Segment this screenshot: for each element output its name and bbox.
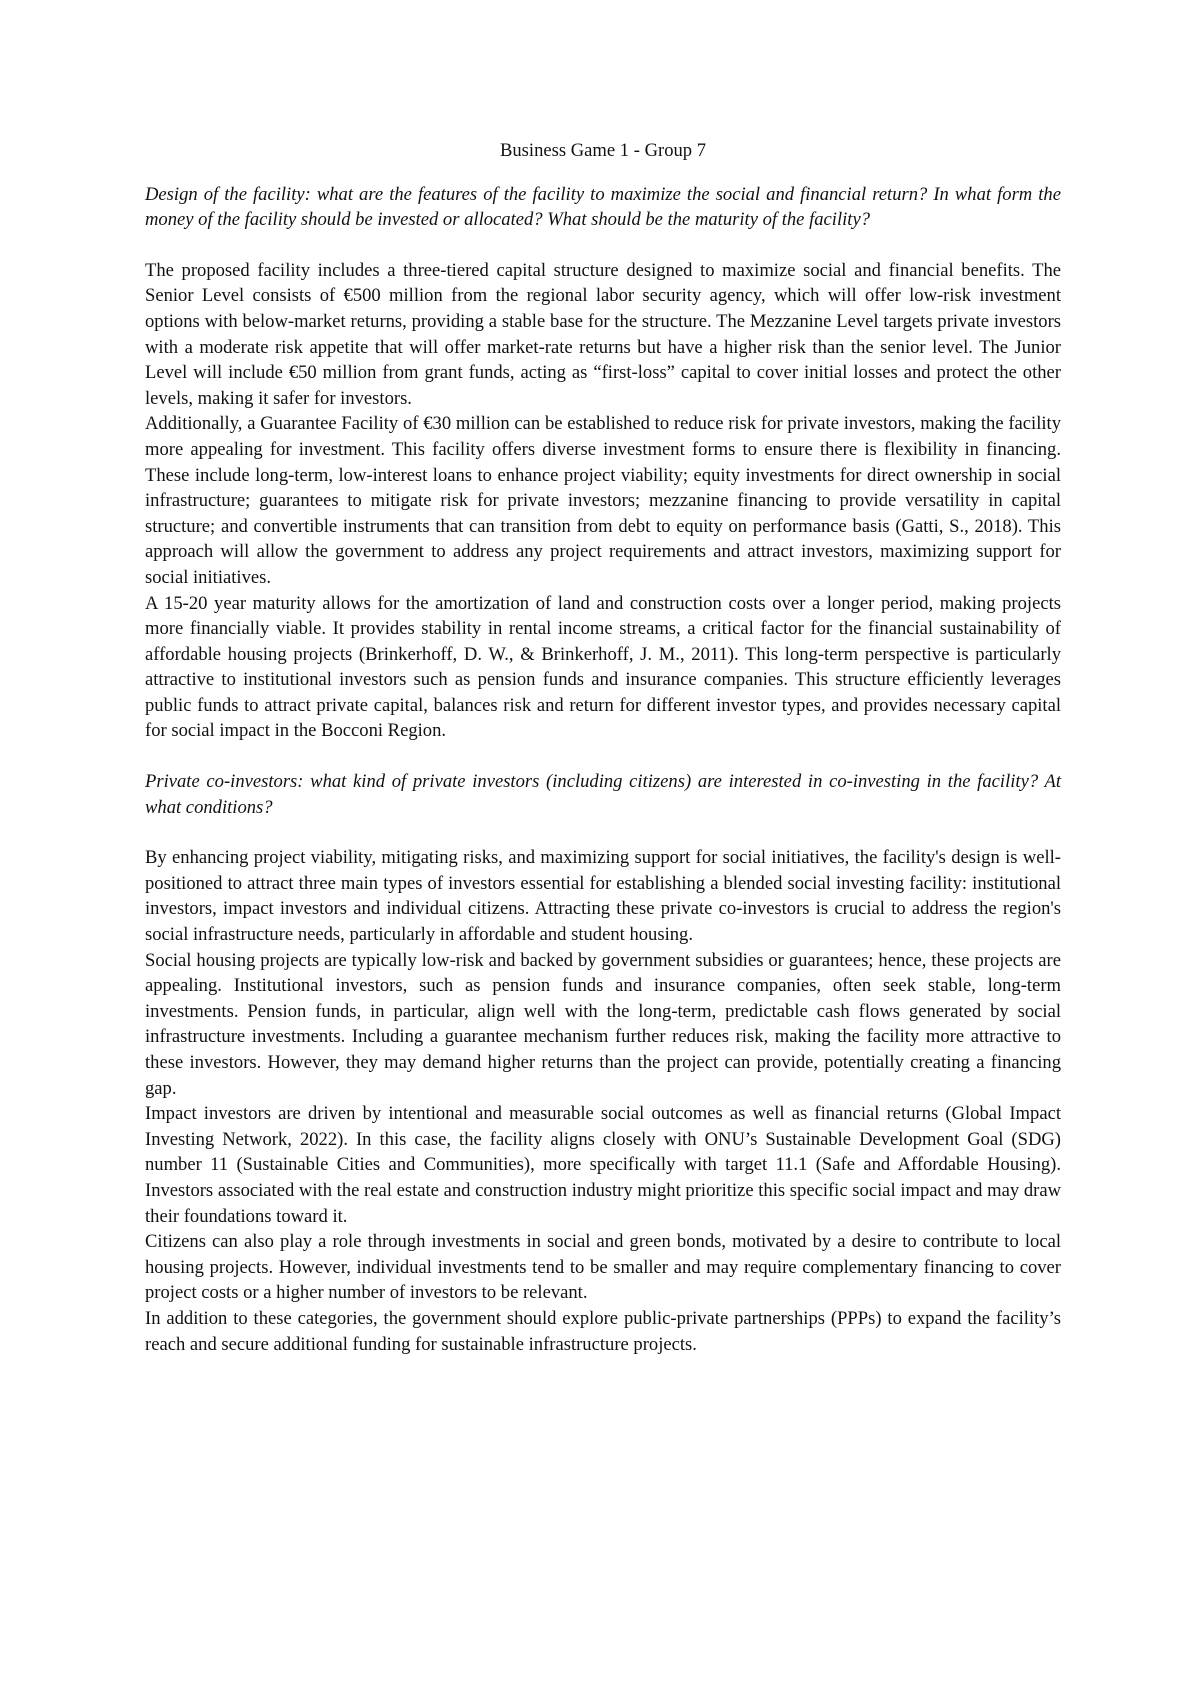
section-1-question: Design of the facility: what are the features of the facility to maximize the social and financial return? In what form the money of the facility should be invested or allocated? What should be the maturity of the facility? [145, 183, 1061, 231]
section-2-question: Private co-investors: what kind of private investors (including citizens) are interested in co-investing in the facility? At what conditions? [145, 771, 1061, 818]
section-2-paragraph-4: Citizens can also play a role through investments in social and green bonds, motivated by a desire to contribute to local housing projects. However, individual investments tend to be smaller and may require complementary financing to cover project costs or a higher number of investors to be relevant. [145, 1231, 1061, 1304]
section-1-paragraph-2: Additionally, a Guarantee Facility of €30 million can be established to reduce risk for private investors, making the facility more appealing for investment. This facility offers diverse investment forms to ensure there is flexibility in financing. These include long-term, low-interest loans to enhance project viability; equity investments for direct ownership in social infrastructure; guarantees to mitigate risk for private investors; mezzanine financing to provide versatility in capital structure; and convertible instruments that can transition from debt to equity on performance basis (Gatti, S., 2018). This approach will allow the government to address any project requirements and attract investors, maximizing support for social initiatives. [145, 413, 1061, 588]
document-page [145, 138, 1061, 1357]
section-1-paragraph-1: The proposed facility includes a three-tiered capital structure designed to maximize social and financial benefits. The Senior Level consists of €500 million from the regional labor security agency, which will offer low-risk investment options with below-market returns, providing a stable base for the structure. The Mezzanine Level targets private investors with a moderate risk appetite that will offer market-rate returns but have a higher risk than the senior level. The Junior Level will include €50 million from grant funds, acting as “first-loss” capital to cover initial losses and protect the other levels, making it safer for investors. [145, 259, 1061, 409]
document-title: Business Game 1 - Group 7 [499, 140, 707, 161]
section-spacer [145, 744, 1061, 769]
section-2-paragraph-5: In addition to these categories, the government should explore public-private partnerships (PPPs) to expand the facility’s reach and secure additional funding for sustainable infrastructure projects. [145, 1307, 1061, 1355]
section-2-paragraph-1: By enhancing project viability, mitigating risks, and maximizing support for social initiatives, the facility's design is well-positioned to attract three main types of investors essential for establishing a blended social investing facility: institutional investors, impact investors and individual citizens. Attracting these private co-investors is crucial to address the region's social infrastructure needs, particularly in affordable and student housing. [145, 847, 1061, 946]
section-2-paragraph-2: Social housing projects are typically low-risk and backed by government subsidies or guarantees; hence, these projects are appealing. Institutional investors, such as pension funds and insurance companies, often seek stable, long-term investments. Pension funds, in particular, align well with the long-term, predictable cash flows generated by social infrastructure investments. Including a guarantee mechanism further reduces risk, making the facility more attractive to these investors. However, they may demand higher returns than the project can provide, potentially creating a financing gap. [145, 949, 1061, 1099]
section-1-paragraph-3: A 15-20 year maturity allows for the amortization of land and construction costs over a longer period, making projects more financially viable. It provides stability in rental income streams, a critical factor for the financial sustainability of affordable housing projects (Brinkerhoff, D. W., & Brinkerhoff, J. M., 2011). This long-term perspective is particularly attractive to institutional investors such as pension funds and insurance companies. This structure efficiently leverages public funds to attract private capital, balances risk and return for different investor types, and provides necessary capital for social impact in the Bocconi Region. [145, 592, 1061, 742]
section-2-paragraph-3: Impact investors are driven by intentional and measurable social outcomes as well as financial returns (Global Impact Investing Network, 2022). In this case, the facility aligns closely with ONU’s Sustainable Development Goal (SDG) number 11 (Sustainable Cities and Communities), more specifically with target 11.1 (Safe and Affordable Housing). Investors associated with the real estate and construction industry might prioritize this specific social impact and may draw their foundations toward it. [145, 1103, 1061, 1227]
